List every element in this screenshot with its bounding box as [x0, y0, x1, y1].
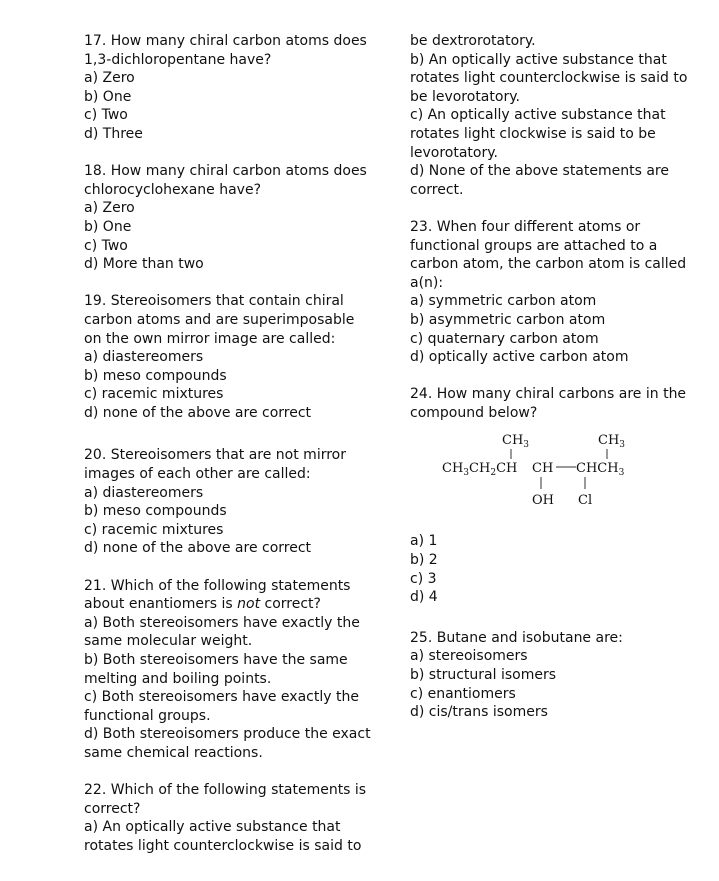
question-20-stem-line-1: 20. Stereoisomers that are not mirror [84, 447, 346, 464]
question-25-option-c: c) enantiomers [410, 685, 516, 702]
question-22-option-b-line-2: rotates light counterclockwise is said to [410, 70, 688, 87]
question-22-option-a-line-2: rotates light counterclockwise is said to [84, 837, 362, 854]
question-22-continued [410, 32, 690, 199]
question-23-stem-line-3: carbon atom, the carbon atom is called [410, 256, 687, 273]
question-21-option-b-line-2: melting and boiling points. [84, 670, 272, 687]
question-22-option-c-line-2: rotates light clockwise is said to be [410, 125, 656, 142]
methyl-left-subscript: 3 [523, 440, 530, 451]
question-23-option-b: b) asymmetric carbon atom [410, 311, 606, 328]
question-24-stem-line-2: compound below? [410, 404, 538, 421]
methyl-left-label [502, 433, 529, 450]
question-20-option-c: c) racemic mixtures [84, 521, 224, 538]
question-17-option-b: b) One [84, 88, 132, 105]
question-21-stem-line-1: 21. Which of the following statements [84, 577, 351, 594]
question-18-option-a: a) Zero [84, 200, 135, 217]
question-21-stem-pre: about enantiomers is [84, 596, 238, 613]
methyl-right-ch: CH [598, 433, 620, 449]
question-23 [410, 218, 690, 367]
question-24-stem-line-1: 24. How many chiral carbons are in the [410, 386, 687, 403]
question-23-stem-line-4: a(n): [410, 274, 444, 291]
question-18-stem-line-1: 18. How many chiral carbon atoms does [84, 163, 367, 180]
question-23-option-c: c) quaternary carbon atom [410, 330, 599, 347]
left-column [84, 32, 384, 856]
question-17-stem-line-1: 17. How many chiral carbon atoms does [84, 33, 367, 49]
question-21-option-c-line-2: functional groups. [84, 707, 211, 724]
question-20-option-b: b) meso compounds [84, 503, 227, 520]
question-20-option-a: a) diastereomers [84, 484, 204, 501]
question-22-option-d-line-2: correct. [410, 181, 464, 198]
question-18-option-c: c) Two [84, 237, 128, 254]
chain-ch-3: CH [496, 461, 518, 477]
question-18-option-b: b) One [84, 218, 132, 235]
question-21-option-a-line-2: same molecular weight. [84, 633, 253, 650]
question-19-stem-line-2: carbon atoms and are superimposable [84, 311, 355, 328]
chain-end-subscript: 3 [618, 468, 625, 479]
question-19-option-a: a) diastereomers [84, 349, 204, 366]
question-22-option-a-line-1: a) An optically active substance that [84, 819, 341, 836]
question-17-option-c: c) Two [84, 107, 128, 124]
question-25-option-b: b) structural isomers [410, 667, 556, 684]
question-19-option-c: c) racemic mixtures [84, 386, 224, 403]
question-21-option-d-line-1: d) Both stereoisomers produce the exact [84, 726, 371, 743]
methyl-right-subscript: 3 [619, 440, 626, 451]
question-24-option-b: b) 2 [410, 552, 438, 569]
question-21-option-d-line-2: same chemical reactions. [84, 744, 263, 761]
right-column [410, 32, 690, 722]
question-24-option-a: a) 1 [410, 533, 438, 550]
question-22-option-b-line-1: b) An optically active substance that [410, 51, 667, 68]
chain-sub-2: 2 [490, 468, 497, 479]
question-20 [84, 446, 384, 558]
question-21-stem-emphasis: not [237, 596, 261, 613]
question-19-stem-line-3: on the own mirror image are called: [84, 330, 336, 347]
question-19-stem-line-1: 19. Stereoisomers that contain chiral [84, 293, 344, 310]
hydroxyl-label: OH [532, 493, 554, 509]
chemical-structure-diagram [410, 428, 690, 520]
question-17 [84, 32, 384, 144]
question-22 [84, 781, 384, 855]
chain-sub-3: 3 [463, 468, 470, 479]
question-17-stem-line-2: 1,3-dichloropentane have? [84, 51, 272, 68]
methyl-right-label [598, 433, 625, 450]
question-24-option-c: c) 3 [410, 570, 437, 587]
question-24-option-d: d) 4 [410, 589, 438, 606]
question-17-option-a: a) Zero [84, 70, 135, 87]
question-18 [84, 162, 384, 274]
question-23-stem-line-1: 23. When four different atoms or [410, 218, 641, 235]
question-21-option-b-line-1: b) Both stereoisomers have the same [84, 652, 348, 668]
main-chain-right [576, 461, 625, 478]
question-21-stem-post: correct? [260, 596, 321, 613]
chain-chch: CHCH [576, 461, 619, 477]
question-21 [84, 577, 384, 763]
question-23-option-d: d) optically active carbon atom [410, 349, 629, 366]
question-22-option-b-line-3: be levorotatory. [410, 88, 520, 105]
question-25-stem: 25. Butane and isobutane are: [410, 629, 623, 646]
question-25 [410, 629, 690, 722]
question-21-option-c-line-1: c) Both stereoisomers have exactly the [84, 689, 359, 706]
chloro-label: Cl [578, 493, 593, 509]
question-17-option-d: d) Three [84, 125, 143, 142]
question-22-option-c-line-1: c) An optically active substance that [410, 107, 666, 124]
methyl-left-ch: CH [502, 433, 524, 449]
question-22-option-d-line-1: d) None of the above statements are [410, 163, 669, 180]
question-18-option-d: d) More than two [84, 256, 204, 273]
question-22-option-c-line-3: levorotatory. [410, 144, 498, 161]
question-25-option-d: d) cis/trans isomers [410, 704, 548, 721]
question-18-stem-line-2: chlorocyclohexane have? [84, 181, 261, 198]
question-20-stem-line-2: images of each other are called: [84, 466, 311, 483]
question-25-option-a: a) stereoisomers [410, 648, 528, 665]
question-23-stem-line-2: functional groups are attached to a [410, 237, 658, 254]
chain-ch-1: CH [442, 461, 464, 477]
question-20-option-d: d) none of the above are correct [84, 540, 312, 557]
question-19 [84, 292, 384, 422]
question-22-stem-line-1: 22. Which of the following statements is [84, 782, 367, 799]
main-chain-left [442, 461, 517, 478]
chain-ch-2: CH [469, 461, 491, 477]
question-22-stem-line-2: correct? [84, 800, 141, 817]
main-chain-middle: CH [532, 461, 554, 477]
question-24-answers [410, 532, 690, 606]
question-19-option-d: d) none of the above are correct [84, 404, 312, 421]
question-24 [410, 385, 690, 607]
question-21-stem-line-2 [84, 595, 384, 614]
question-21-option-a-line-1: a) Both stereoisomers have exactly the [84, 614, 360, 631]
question-19-option-b: b) meso compounds [84, 367, 227, 384]
question-23-option-a: a) symmetric carbon atom [410, 293, 597, 310]
question-22-option-a-line-3: be dextrorotatory. [410, 33, 536, 49]
